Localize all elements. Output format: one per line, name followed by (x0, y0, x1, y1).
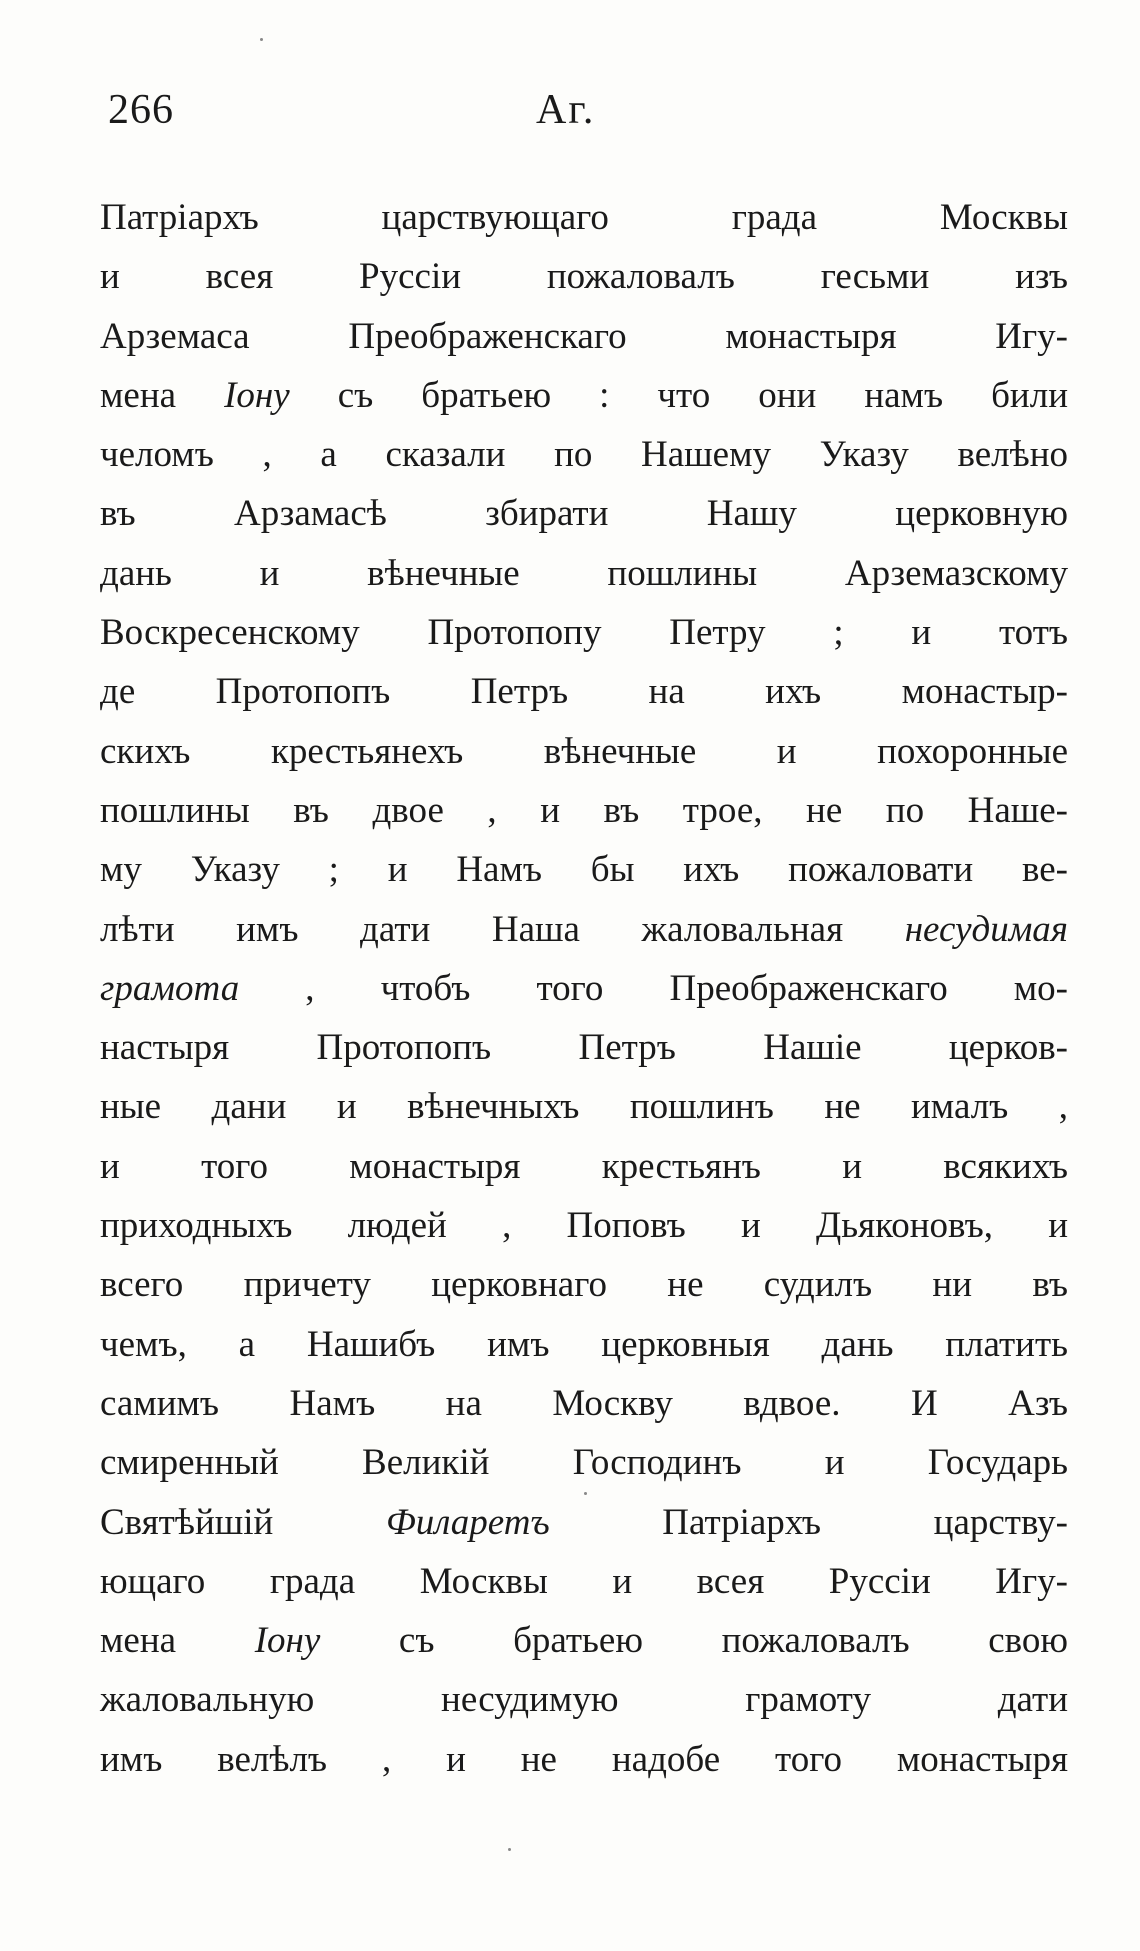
text-segment: ные дани и вѣнечныхъ пошлинъ не ималъ , (100, 1086, 1068, 1128)
text-line (100, 1315, 1068, 1374)
text-segment: мена (100, 374, 225, 416)
text-line (100, 722, 1068, 781)
text-line (100, 1137, 1068, 1196)
text-segment: настыря Протопопъ Петръ Нашіе церков- (100, 1027, 1068, 1069)
text-segment: приходныхъ людей , Поповъ и Дьяконовъ, и (100, 1205, 1068, 1247)
text-segment: въ Арзамасѣ збирати Нашу церковную (100, 493, 1068, 535)
text-segment: Святѣйшій (100, 1501, 386, 1543)
text-segment: , чтобъ того Преображенскаго мо- (239, 967, 1068, 1009)
text-line (100, 1374, 1068, 1433)
text-line (100, 544, 1068, 603)
text-segment: имъ велѣлъ , и не надобе того монастыря (100, 1738, 1068, 1780)
italic-text: несудимая (904, 908, 1069, 950)
text-line (100, 1077, 1068, 1136)
text-line (100, 1018, 1068, 1077)
text-line (100, 662, 1068, 721)
body-text (100, 188, 1068, 1789)
text-segment: Патріархъ царству- (549, 1501, 1069, 1543)
print-speck (584, 1492, 587, 1495)
text-line (100, 781, 1068, 840)
text-segment: челомъ , а сказали по Нашему Указу велѣно (100, 434, 1068, 476)
text-line (100, 188, 1068, 247)
text-line (100, 307, 1068, 366)
text-line (100, 900, 1068, 959)
text-segment: пошлины въ двое , и въ трое, не по Наше- (100, 789, 1068, 831)
text-segment: му Указу ; и Намъ бы ихъ пожаловати ве- (100, 849, 1068, 891)
text-line (100, 1552, 1068, 1611)
text-segment: ющаго града Москвы и всея Руссіи Игу- (100, 1560, 1068, 1602)
page-header (108, 86, 1068, 146)
text-segment: и всея Руссіи пожаловалъ гесьми изъ (100, 256, 1068, 298)
text-segment: чемъ, а Нашибъ имъ церковныя дань платить (100, 1323, 1068, 1365)
text-segment: съ братьею : что они намъ били (289, 374, 1068, 416)
text-line (100, 1670, 1068, 1729)
text-line (100, 840, 1068, 899)
text-line (100, 1611, 1068, 1670)
print-speck (260, 38, 263, 41)
text-segment: скихъ крестьянехъ вѣнечные и похоронные (100, 730, 1068, 772)
text-line (100, 1255, 1068, 1314)
text-line (100, 366, 1068, 425)
text-segment: смиренный Великій Господинъ и Государь (100, 1442, 1068, 1484)
text-segment: лѣти имъ (100, 908, 361, 950)
text-line (100, 247, 1068, 306)
text-line (100, 959, 1068, 1018)
italic-text: Филаретъ (385, 1501, 550, 1543)
running-head: Аг. (536, 87, 596, 133)
italic-text: Іону (254, 1620, 321, 1662)
text-segment: де Протопопъ Петръ на ихъ монастыр- (100, 671, 1068, 713)
text-segment: и того монастыря крестьянъ и всякихъ (100, 1145, 1068, 1187)
text-line (100, 484, 1068, 543)
text-segment: Арземаса Преображенскаго монастыря Игу- (100, 315, 1068, 357)
italic-text: грамота (100, 967, 240, 1009)
text-line (100, 1730, 1068, 1789)
text-segment: самимъ Намъ на Москву вдвое. И Азъ (100, 1382, 1068, 1424)
text-segment: Патріархъ царствующаго града Москвы (100, 197, 1068, 238)
text-segment: жаловальную несудимую грамоту дати (100, 1679, 1068, 1721)
text-segment: мена (100, 1620, 255, 1662)
print-speck (508, 1848, 511, 1851)
text-segment: дати Наша жаловальная (360, 908, 905, 950)
text-line (100, 1433, 1068, 1492)
text-line (100, 425, 1068, 484)
text-segment: Воскресенскому Протопопу Петру ; и тотъ (100, 612, 1068, 654)
italic-text: Іону (224, 374, 290, 416)
text-line (100, 1493, 1068, 1552)
text-segment: всего причету церковнаго не судилъ ни въ (100, 1264, 1068, 1306)
text-line (100, 1196, 1068, 1255)
page-number: 266 (108, 87, 174, 133)
text-segment: съ братьею пожаловалъ свою (320, 1620, 1068, 1662)
text-line (100, 603, 1068, 662)
text-segment: дань и вѣнечные пошлины Арземазскому (100, 552, 1068, 594)
